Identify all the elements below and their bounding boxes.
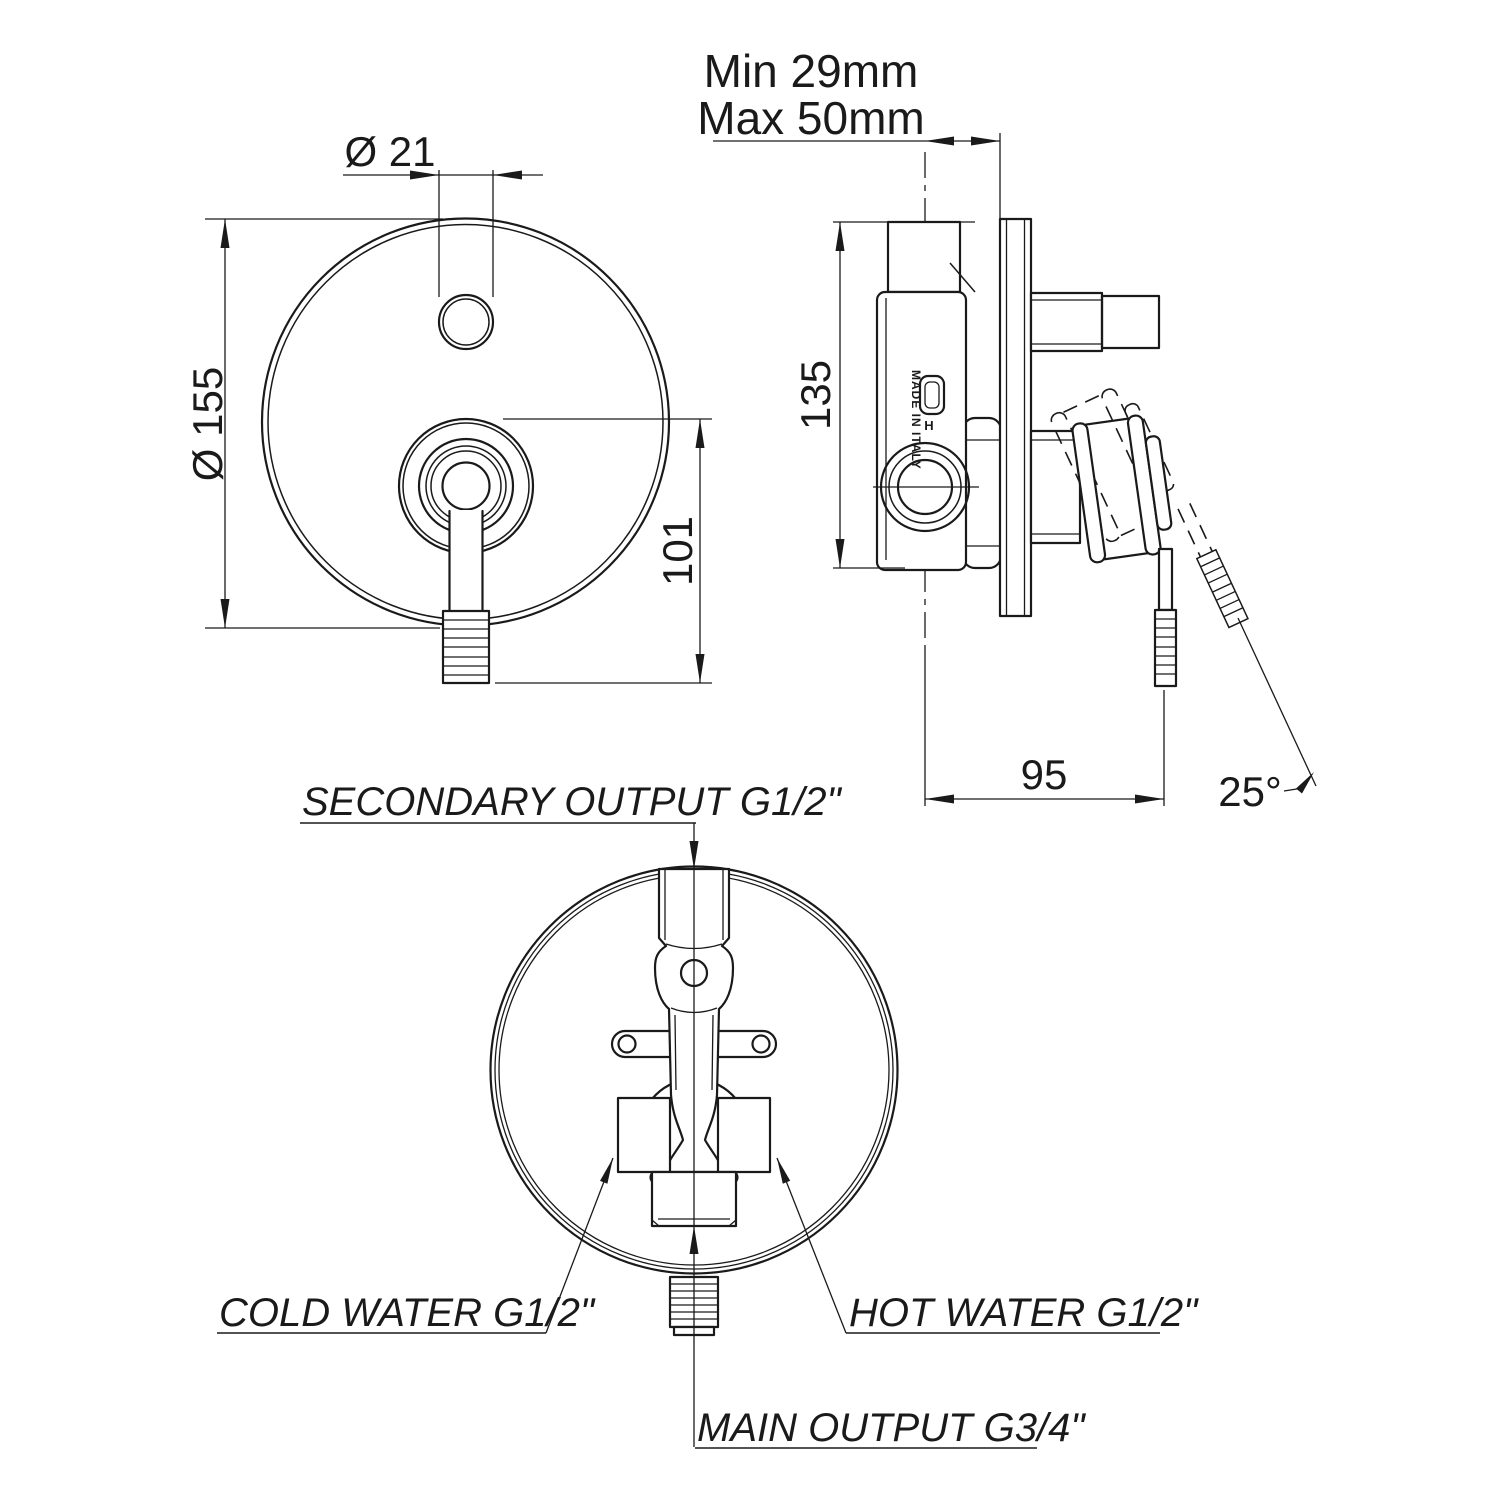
dim-wall-depth xyxy=(697,45,1000,218)
made-in-italy-text: MADE IN ITALY xyxy=(909,370,923,470)
side-lever xyxy=(1155,549,1176,686)
handle-knob xyxy=(1072,413,1176,563)
dim-handle-projection xyxy=(925,690,1164,806)
dim-handle-projection-text: 95 xyxy=(1020,751,1068,798)
diverter-hole-inner xyxy=(443,299,489,345)
wall-plate xyxy=(1000,219,1031,616)
dim-hole-diameter-text: Ø 21 xyxy=(344,128,436,175)
dim-lever-length-text: 101 xyxy=(654,515,701,587)
dim-hole-diameter xyxy=(343,128,543,297)
dim-handle-angle-text: 25° xyxy=(1218,768,1282,815)
dim-depth-min-text: Min 29mm xyxy=(703,45,919,97)
phantom-lever-tip xyxy=(1197,550,1248,628)
cold-water-text: COLD WATER G1/2" xyxy=(219,1291,595,1335)
hot-water-port xyxy=(718,1098,770,1172)
dim-body-height-text: 135 xyxy=(792,359,839,431)
dim-plate-diameter xyxy=(184,219,443,628)
label-secondary-output xyxy=(300,780,843,824)
secondary-output-text: SECONDARY OUTPUT G1/2" xyxy=(302,780,841,824)
label-hot-water xyxy=(777,1158,1199,1335)
hot-marker-text: H xyxy=(924,418,934,433)
handle-hub xyxy=(1031,431,1080,543)
cold-water-port xyxy=(618,1098,670,1172)
back-view xyxy=(217,780,1199,1450)
front-view xyxy=(184,128,712,683)
dim-depth-max-text: Max 50mm xyxy=(697,92,925,144)
label-cold-water xyxy=(217,1158,613,1335)
diverter-hole-outer xyxy=(439,295,493,349)
side-view xyxy=(697,45,1316,815)
dim-plate-diameter-text: Ø 155 xyxy=(184,366,231,482)
inlet-pipe xyxy=(888,222,960,292)
main-output-text: MAIN OUTPUT G3/4" xyxy=(697,1406,1085,1450)
secondary-output-nipple xyxy=(1031,293,1159,351)
dim-handle-angle xyxy=(1218,618,1316,815)
label-main-output xyxy=(695,1406,1086,1450)
thread-hatch xyxy=(1102,296,1159,348)
valve-body xyxy=(873,222,979,570)
hot-water-text: HOT WATER G1/2" xyxy=(849,1291,1198,1335)
handle-lever xyxy=(443,510,489,683)
